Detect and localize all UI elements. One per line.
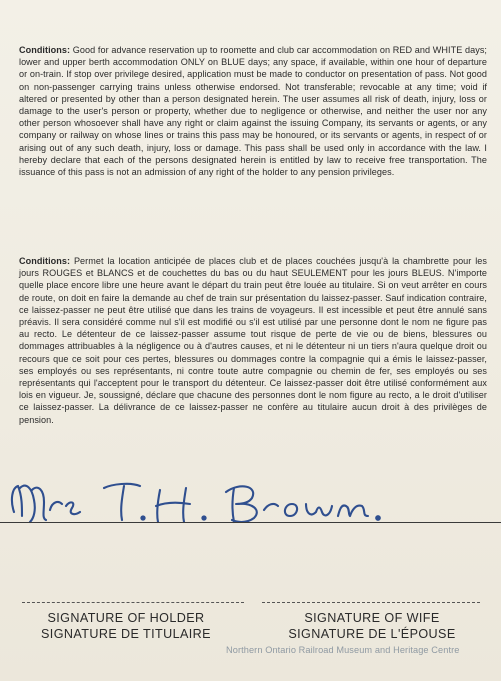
conditions-english — [19, 44, 487, 178]
wife-label-french: SIGNATURE DE L'ÉPOUSE — [288, 627, 456, 641]
handwritten-signature — [0, 466, 501, 546]
conditions-french — [19, 255, 487, 426]
conditions-lead-fr: Conditions: — [19, 256, 71, 266]
signature-underline — [0, 522, 501, 523]
museum-watermark: Northern Ontario Railroad Museum and Heritage Centre — [226, 645, 460, 655]
wife-signature-dashed-line — [262, 602, 480, 603]
holder-signature-dashed-line — [22, 602, 244, 603]
conditions-text-fr: Permet la location anticipée de places club et de places couchées jusqu'à la chambrette pour les jours ROUGES et BLANCS et de couchettes du bas ou du haut SEULEMENT pour les jours BLEUS. N'importe quelle place encore libre une heure avant le départ du train peut être louée au titulaire. Si on veut arrêter en cours de route, on doit en faire la demande au chef de train sur présentation du laissez-passer. Sauf indication contraire, ce laissez-passer ne peut être utilisé que dans les trains de voyageurs. Il est incessible et peut être annulé sans préavis. Il sera considéré comme nul s'il est modifié ou s'il est utilisé par une personne dont le nom ne figure pas au recto. Le détenteur de ce laissez-passer assume tout risque de perte de vie ou de biens, blessures ou dommages attribuables à la négligence ou à d'autres causes, et ni le détenteur ni un tiers n'aura quelque droit ou recours que ce soit pour ces pertes, blessures ou dommages contre la compagnie qui a émis le laissez-passer, ses employés ou ses représentants, ni contre toute autre compagnie ou chemin de fer, ses employés ou ses représentants qui l'acceptent pour le transport du détenteur. Ce laissez-passer doit être utilisé conformément aux lois en vigueur. Je, soussigné, déclare que chacune des personnes dont le nom figure au recto, a le droit d'utiliser ce laissez-passer. La délivrance de ce laissez-passer ne confère au titulaire aucun droit à des privilèges de pension. — [19, 256, 488, 425]
holder-label-english: SIGNATURE OF HOLDER — [47, 611, 205, 625]
conditions-lead-en: Conditions: — [19, 45, 71, 55]
holder-label-french: SIGNATURE DE TITULAIRE — [41, 627, 211, 641]
conditions-text-en: Good for advance reservation up to roomette and club car accommodation on RED and WHITE days; lower and upper berth accommodation ONLY on BLUE days; any space, if available, within one hour of departure or on-train. If stop over privilege desired, application must be made to conductor on presentation of pass. Not good on non-passenger carrying trains unless otherwise endorsed. Not transferable; revocable at any time; void if altered or presented by other than a person designated herein. The user assumes all risk of death, injury, loss or damage to the user's person or property, whether due to negligence or otherwise, and neither the user nor any other person whosoever shall have any right or claim against the issuing Company, its servants or agents, or any company or railway on whose lines or trains this pass may be honoured, or its servants or agents, in respect of or arising out of any such death, injury, loss or damage. This pass shall be used only in accordance with the law. I hereby declare that each of the persons designated herein is entitled by law to receive free transportation. The issuance of this pass is not an admission of any right of the holder to any pension privileges. — [19, 45, 488, 178]
wife-label-english: SIGNATURE OF WIFE — [304, 611, 440, 625]
